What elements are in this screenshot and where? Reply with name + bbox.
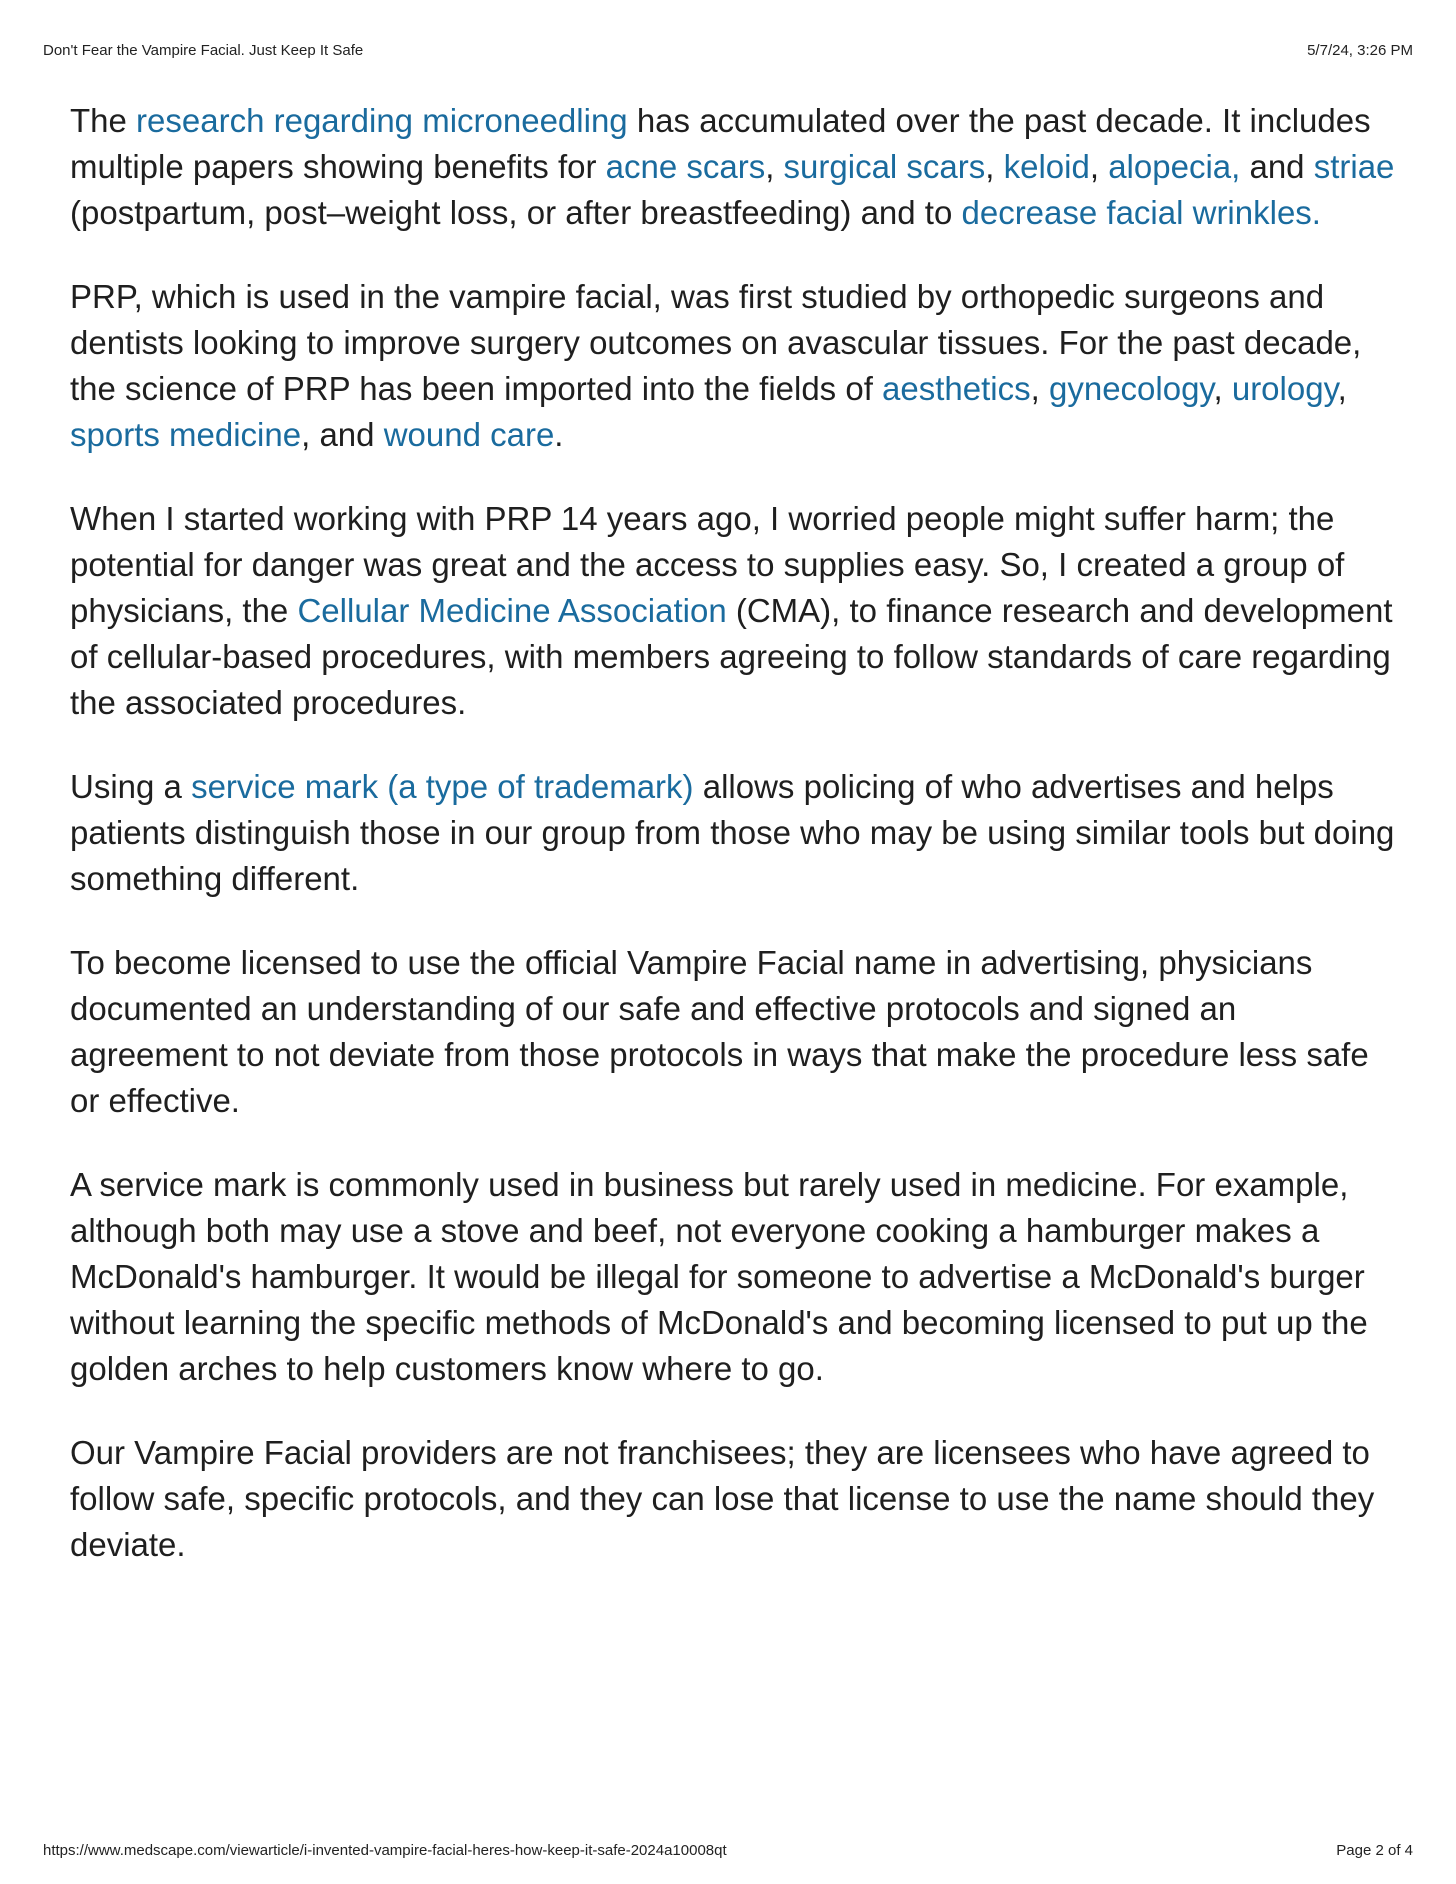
paragraph-prp-history [70,274,1400,458]
text-run: allows policing of who advertises and helps patients distinguish those in our group from those who may be using similar tools but doing something different. [70,768,1395,897]
paragraph-mcdonalds-example [70,1162,1400,1392]
text-run: , [765,148,784,185]
page-number: Page 2 of 4 [1336,1842,1413,1859]
page-title: Don't Fear the Vampire Facial. Just Keep It Safe [43,42,364,59]
paragraph-cma [70,496,1400,726]
text-run: (postpartum, post–weight loss, or after breastfeeding) and to [70,194,962,231]
link-cellular-medicine-association[interactable]: Cellular Medicine Association [297,592,727,629]
text-run: Our Vampire Facial providers are not franchisees; they are licensees who have agreed to follow safe, specific protocols, and they can lose that license to use the name should they deviate. [70,1434,1375,1563]
link-gynecology[interactable]: gynecology [1048,370,1214,407]
link-alopecia[interactable]: alopecia, [1108,148,1241,185]
text-run: A service mark is commonly used in business but rarely used in medicine. For example, although both may use a stove and beef, not everyone cooking a hamburger makes a McDonald's hamburger. It would be illegal for someone to advertise a McDonald's burger without learning the specific methods of McDonald's and becoming licensed to put up the golden arches to help customers know where to go. [70,1166,1368,1387]
paragraph-licensees [70,1430,1400,1568]
text-run: . [554,416,564,453]
link-aesthetics[interactable]: aesthetics [882,370,1031,407]
text-run: , [1213,370,1232,407]
text-run: (CMA), to finance research and development of cellular-based procedures, with members agreeing to follow standards of care regarding the associated procedures. [70,592,1393,721]
paragraph-microneedling [70,98,1400,236]
paragraph-licensing [70,940,1400,1124]
text-run: PRP, which is used in the vampire facial, was first studied by orthopedic surgeons and dentists looking to improve surgery outcomes on avascular tissues. For the past decade, the science of PRP has been imported into the fields of [70,278,1362,407]
link-research-microneedling[interactable]: research regarding microneedling [136,102,628,139]
text-run: When I started working with PRP 14 years ago, I worried people might suffer harm; the potential for danger was great and the access to supplies easy. So, I created a group of physicians, the [70,500,1345,629]
text-run: has accumulated over the past decade. It includes multiple papers showing benefits for [70,102,1371,185]
link-surgical-scars[interactable]: surgical scars [783,148,986,185]
link-service-mark[interactable]: service mark (a type of trademark) [191,768,694,805]
text-run: Using a [70,768,192,805]
link-striae[interactable]: striae [1313,148,1395,185]
text-run: , [985,148,1004,185]
text-run: , and [301,416,384,453]
text-run: To become licensed to use the official Vampire Facial name in advertising, physicians documented an understanding of our safe and effective protocols and signed an agreement to not deviate from those protocols in ways that make the procedure less safe or effective. [70,944,1369,1119]
text-run: The [70,102,137,139]
link-urology[interactable]: urology [1231,370,1338,407]
link-decrease-facial-wrinkles[interactable]: decrease facial wrinkles. [961,194,1321,231]
print-header [43,42,1413,62]
text-run: , [1089,148,1109,185]
page-url: https://www.medscape.com/viewarticle/i-invented-vampire-facial-heres-how-keep-it-safe-2024a10008qt [43,1842,727,1859]
article-body [70,98,1400,1606]
text-run: and [1240,148,1314,185]
link-acne-scars[interactable]: acne scars [605,148,766,185]
text-run: , [1030,370,1049,407]
print-timestamp: 5/7/24, 3:26 PM [1307,42,1413,59]
link-sports-medicine[interactable]: sports medicine [70,416,302,453]
print-footer [43,1842,1413,1862]
link-wound-care[interactable]: wound care [383,416,555,453]
link-keloid[interactable]: keloid [1003,148,1090,185]
text-run: , [1337,370,1347,407]
paragraph-service-mark [70,764,1400,902]
